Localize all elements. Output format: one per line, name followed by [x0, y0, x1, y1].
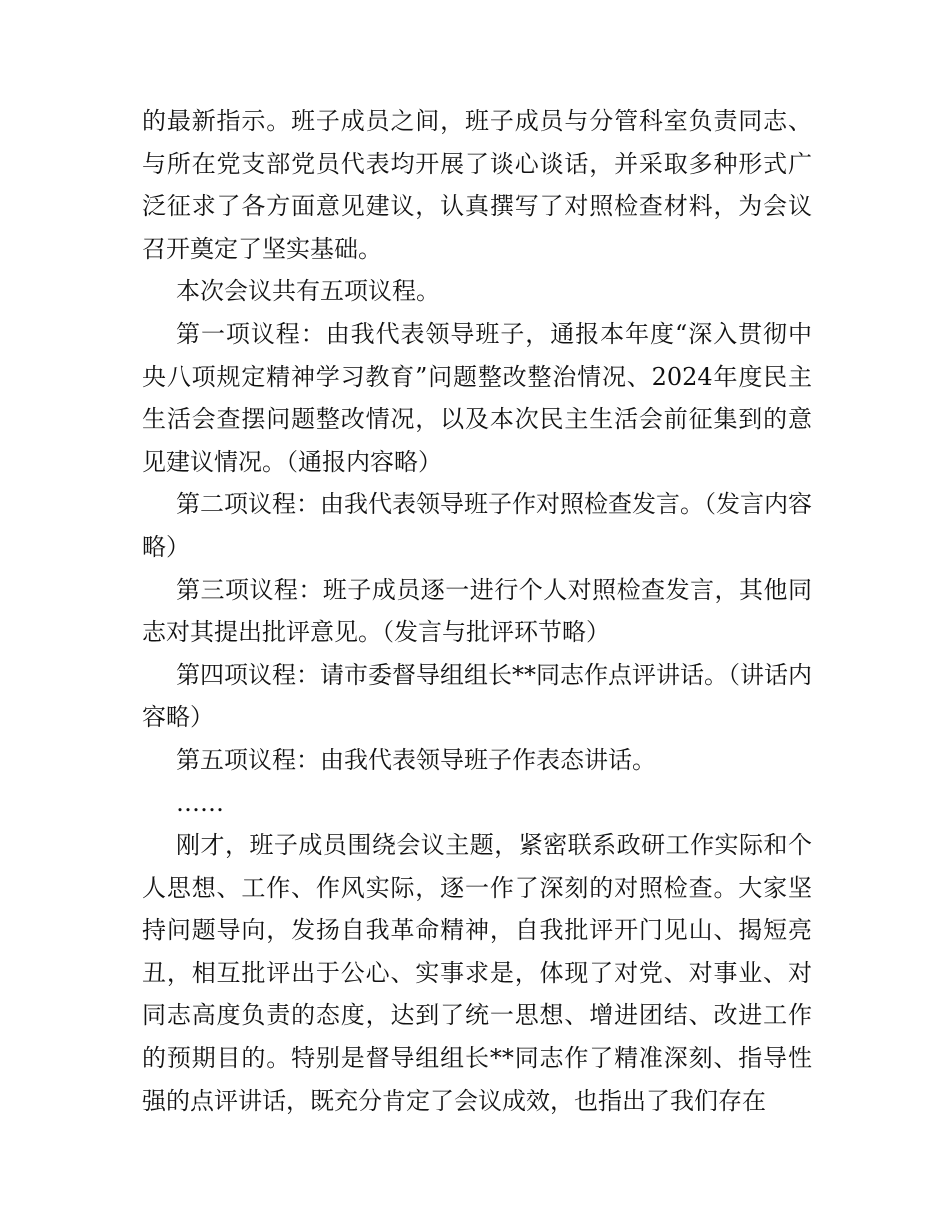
paragraph-agenda-overview: 本次会议共有五项议程。	[176, 277, 440, 306]
paragraph-intro-continuation: 的最新指示。班子成员之间，班子成员与分管科室负责同志、与所在党支部党员代表均开展了谈心谈话，并采取多种形式广泛征求了各方面意见建议，认真撰写了对照检查材料，为会议召开奠定了坚实基础。	[142, 107, 812, 263]
paragraph-ellipsis: ……	[176, 788, 224, 817]
paragraph-summary: 刚才，班子成员围绕会议主题，紧密联系政研工作实际和个人思想、工作、作风实际，逐一作了深刻的对照检查。大家坚持问题导向，发扬自我革命精神，自我批评开门见山、揭短亮丑，相互批评出于公心、实事求是，体现了对党、对事业、对同志高度负责的态度，达到了统一思想、增进团结、改进工作的预期目的。特别是督导组组长**同志作了精准深刻、指导性强的点评讲话，既充分肯定了会议成效，也指出了我们存在	[142, 831, 812, 1115]
document-body	[142, 100, 812, 1122]
paragraph-agenda-item-5: 第五项议程：由我代表领导班子作表态讲话。	[176, 745, 656, 774]
paragraph-agenda-item-2: 第二项议程：由我代表领导班子作对照检查发言。（发言内容略）	[142, 490, 812, 561]
paragraph-agenda-item-1: 第一项议程：由我代表领导班子，通报本年度“深入贯彻中央八项规定精神学习教育”问题整改整治情况、2024年度民主生活会查摆问题整改情况，以及本次民主生活会前征集到的意见建议情况。（通报内容略）	[142, 319, 812, 476]
paragraph-agenda-item-4: 第四项议程：请市委督导组组长**同志作点评讲话。（讲话内容略）	[142, 660, 812, 732]
paragraph-agenda-item-3: 第三项议程：班子成员逐一进行个人对照检查发言，其他同志对其提出批评意见。（发言与批评环节略）	[142, 575, 812, 647]
